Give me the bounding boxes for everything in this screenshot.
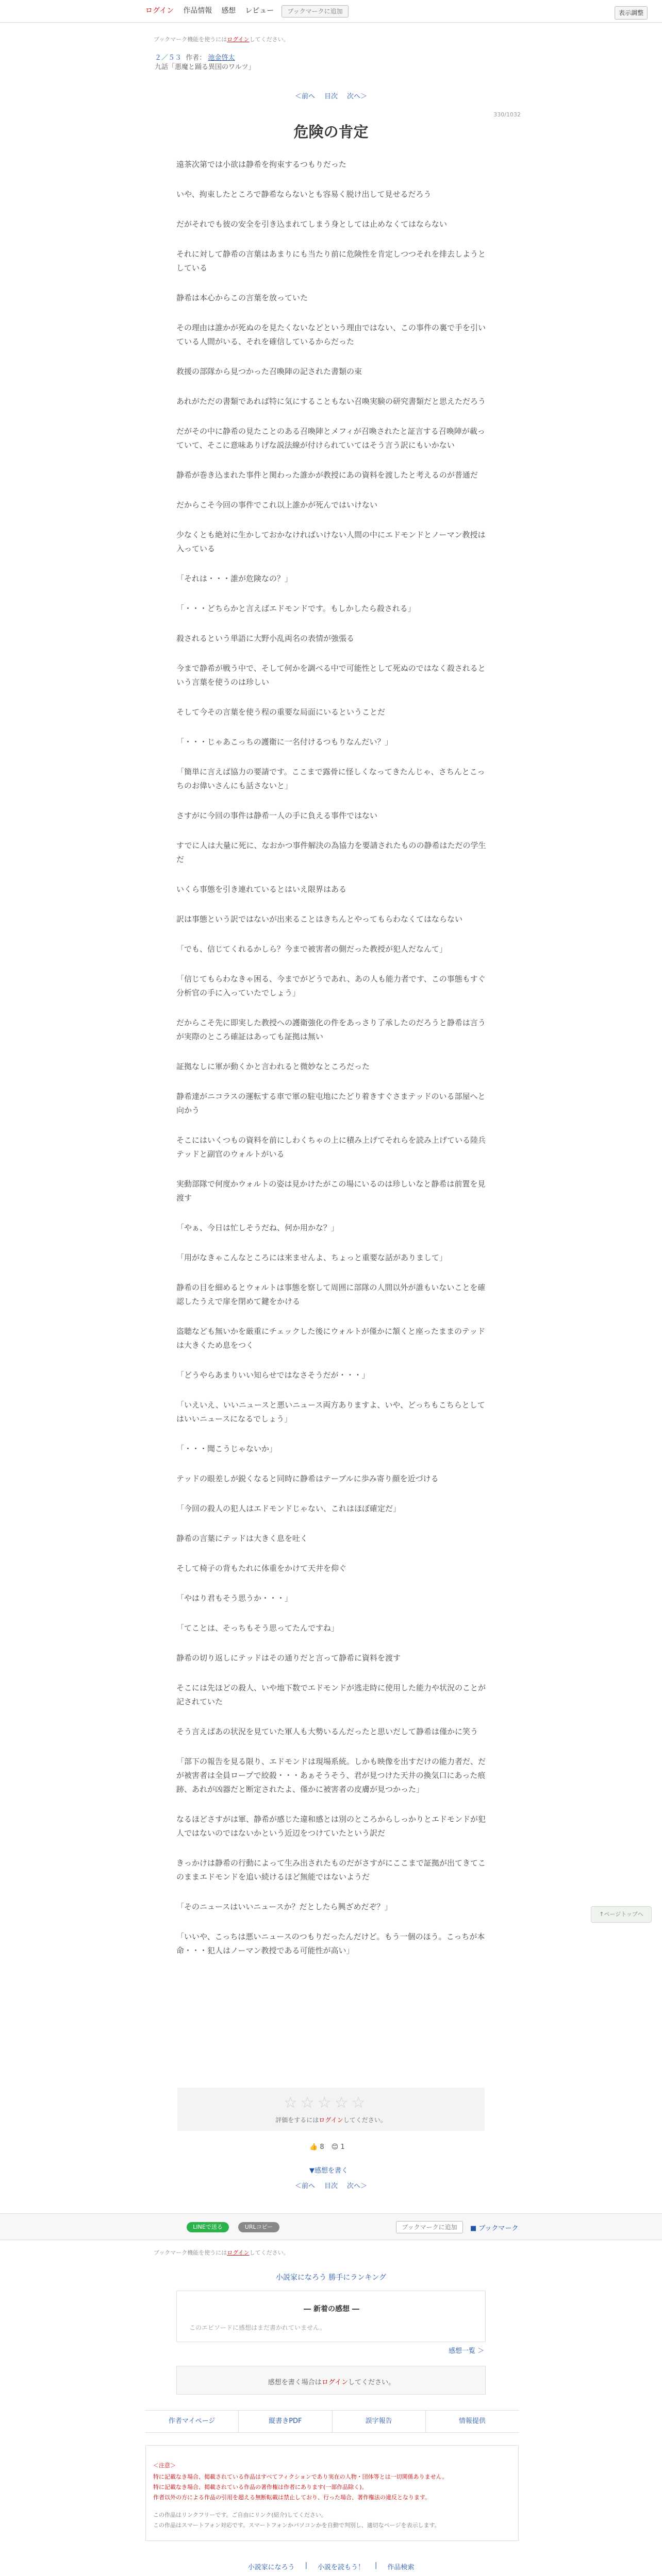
novel-paragraph: そこにはいくつもの資料を前にしわくちゃの上に積み上げてそれらを読み上げている陸兵テッドと副官のウォルトがいる	[176, 1136, 486, 1159]
prev-link[interactable]: ＜前へ	[294, 2182, 315, 2190]
bookmark-note-text: ブックマーク機能を使うには	[154, 36, 227, 43]
index-link[interactable]: 目次	[324, 2182, 338, 2190]
ranking-link[interactable]: 小説家になろう 勝手にランキング	[275, 2274, 387, 2282]
novel-paragraph: そう言えばあの状況を見ていた軍人も大勢いるんだったと思いだして静希は僅かに笑う	[176, 1727, 478, 1736]
bookmark-login-link[interactable]: ログイン	[227, 2249, 250, 2256]
novel-paragraph: 「どうやらあまりいい知らせではなさそうだが・・・」	[176, 1370, 370, 1380]
separator: |	[375, 2562, 377, 2569]
latest-impressions-empty: このエピソードに感想はまだ書かれていません。	[189, 2324, 326, 2331]
novel-paragraph: 「でも、信じてくれるかしら？今まで被害者の側だった教授が犯人だなんて」	[176, 944, 448, 954]
novel-paragraph: 「いえいえ、いいニュースと悪いニュース両方ありますよ、いや、どっちもこちらとしてはいいニュースになるでしょう」	[176, 1400, 485, 1423]
bookmark-note-bottom	[154, 2248, 289, 2257]
caution-line: 特に記載なき場合、掲載されている作品の著作権は作者にあります(一部作品除く)。	[153, 2484, 368, 2490]
novel-paragraph: 「それは・・・誰が危険なの？」	[176, 574, 293, 583]
novel-paragraph: 静希は本心からこの言葉を放っていた	[176, 293, 308, 302]
bottom-links	[0, 2562, 662, 2571]
write-impression-link[interactable]: ▼感想を書く	[309, 2167, 348, 2175]
bookmark-link[interactable]	[470, 2223, 519, 2232]
novel-paragraph: だがそれでも彼の安全を引き込まれてしまう身としては止めなくてはならない	[176, 219, 448, 229]
novel-paragraph: 静希が巻き込まれた事件と関わった誰かが教授にあの資料を渡したと考えるのが普通だ	[176, 470, 478, 480]
novel-paragraph: 救援の部隊から見つかった召喚陣の記された書類の束	[176, 367, 362, 376]
novel-paragraph: 「そのニュースはいいニュースか？だとしたら興ざめだぞ？」	[176, 1902, 392, 1911]
rating-note-text: 評価をするには	[275, 2116, 319, 2124]
url-copy-button[interactable]: URLコピー	[238, 2222, 279, 2232]
novel-paragraph: だがその中に静希の見たことのある召喚陣とメフィが召喚されたと証言する召喚陣が載っていて、そこに意味ありげな説法線が付けられていてはそう言う訳にもいかない	[176, 427, 485, 450]
reaction-count: 8	[320, 2143, 324, 2151]
next-link[interactable]: 次へ＞	[347, 93, 368, 100]
novel-paragraph: 「やはり君もそう思うか・・・」	[176, 1594, 293, 1603]
novel-paragraph: 「信じてもらわなきゃ困る、今までがどうであれ、あの人も能力者です、この事態もすぐ分析官の手に入っていたでしょう」	[176, 974, 486, 997]
write-impression-box	[176, 2366, 486, 2395]
rating-note-tail: してください。	[343, 2116, 387, 2124]
bookmark-note-text: ブックマーク機能を使うには	[154, 2249, 227, 2256]
novel-body	[176, 158, 489, 1974]
novel-paragraph: 実動部隊で何度かウォルトの姿は見かけたがこの場にいるのは珍しいなと静希は前置を見渡す	[176, 1179, 486, 1202]
novel-paragraph: 静希の切り返しにテッドはその通りだと言って静希に資料を渡す	[176, 1653, 401, 1663]
latest-impressions-title: ― 新着の感想 ―	[304, 2305, 359, 2313]
star-icon[interactable]: ☆	[351, 2094, 366, 2112]
write-prompt-text: 感想を書く場合は	[268, 2379, 322, 2386]
link-free-note: この作品はリンクフリーです。ご自由にリンク(紹介)してください。	[153, 2512, 327, 2518]
thumbs-up-icon: 👍	[309, 2143, 318, 2151]
top-bar	[0, 0, 662, 23]
display-settings-button[interactable]: 表示調整	[615, 6, 648, 20]
novel-paragraph: 「いいや、こっちは悪いニュースのつもりだったんだけど。もう一個のほう。こっちが本命・・・犯人はノーマン教授である可能性が高い」	[176, 1932, 485, 1955]
caution-head: ＜注意＞	[153, 2462, 176, 2469]
novel-paragraph: 「簡単に言えば協力の要請です。ここまで露骨に怪しくなってきたんじゃ、さちんとこっちのお偉いさんにも話さないと」	[176, 767, 485, 790]
bookmark-label: ブックマーク	[478, 2225, 519, 2232]
rating-note	[177, 2115, 485, 2124]
novel-paragraph: その理由は誰かが死ぬのを見たくないなどという理由ではない、この事件の裏で手を引いている人間がいる、それを確信しているからだった	[176, 323, 486, 346]
pager-bottom	[0, 2180, 662, 2190]
rating-login-link[interactable]: ログイン	[319, 2116, 343, 2124]
share-band	[0, 2213, 662, 2240]
novel-paragraph: 「用がなきゃこんなところには来ませんよ、ちょっと重要な話がありまして」	[176, 1253, 448, 1262]
novel-paragraph: 少なくとも絶対に生かしておかなければいけない人間の中にエドモンドとノーマン教授は入っている	[176, 530, 486, 553]
bookmark-note-tail: してください。	[249, 2249, 289, 2256]
star-icon[interactable]: ☆	[317, 2094, 332, 2112]
reaction-smile[interactable]	[332, 2143, 345, 2151]
caution-line: 特に記載なき場合、掲載されている作品はすべてフィクションであり実在の人物・団体等とは一切関係ありません。	[153, 2473, 448, 2480]
novel-paragraph: 「・・・どちらかと言えばエドモンドです。もしかしたら殺される」	[176, 604, 416, 613]
novel-paragraph: 「・・・聞こうじゃないか」	[176, 1444, 277, 1453]
narou-link[interactable]: 小説家になろう	[247, 2564, 295, 2571]
novel-paragraph: 静希の目を細めるとウォルトは事態を察して周囲に部隊の人間以外が誰もいないことを確認したうえで扉を閉めて鍵をかける	[176, 1283, 486, 1306]
novel-paragraph: そして椅子の背もたれに体重をかけて天井を仰ぐ	[176, 1564, 347, 1573]
line-share-button[interactable]: LINEで送る	[187, 2222, 229, 2232]
novel-paragraph: すでに人は大量に死に、なおかつ事件解決の為協力を要請されたものの静希はただの学生だ	[176, 841, 486, 864]
info-provide-link[interactable]: 情報提供	[458, 2417, 486, 2425]
novel-paragraph: 盗聴なども無いかを厳重にチェックした後にウォルトが僅かに頷くと座ったままのテッドは大きくため息をつく	[176, 1327, 485, 1350]
author-link[interactable]: 池金啓太	[208, 54, 235, 62]
rating-stars	[284, 2094, 366, 2112]
bookmark-note-tail: してください。	[249, 36, 289, 43]
write-prompt-tail: してください。	[348, 2379, 395, 2386]
novel-paragraph: それに対して静希の言葉はあまりにも当たり前に危険性を肯定しつつそれを排去しようとしている	[176, 249, 486, 273]
novel-paragraph: いや、拘束したところで静希ならないとも容易く脱け出して見せるだろう	[176, 190, 432, 199]
novel-paragraph: 「今回の殺人の犯人はエドモンドじゃない、これはほぼ確定だ」	[176, 1504, 401, 1513]
footer-nav	[145, 2410, 519, 2433]
novel-paragraph: いくら事態を引き連れているとはいえ限界はある	[176, 885, 347, 894]
novel-paragraph: 静希達がニコラスの運転する車で軍の駐屯地にたどり着きすぐさまテッドのいる部屋へと向かう	[176, 1092, 486, 1115]
login-link[interactable]: ログイン	[145, 7, 174, 15]
review-link[interactable]: レビュー	[245, 7, 274, 15]
caution-box	[145, 2445, 519, 2541]
bookmark-note	[154, 35, 289, 43]
bookmark-login-link[interactable]: ログイン	[227, 36, 250, 43]
episode-meta	[155, 54, 255, 72]
impressions-link[interactable]: 感想	[221, 7, 236, 15]
add-bookmark-button[interactable]: ブックマークに追加	[396, 2221, 463, 2233]
novel-paragraph: なるほどさすがは軍、静希が感じた違和感とは別のところからしっかりとエドモンドが犯人ではないのではないかという近辺をつけていたという訳だ	[176, 1815, 486, 1838]
novel-paragraph: 今まで静希が戦う中で、そして何かを調べる中で可能性として死ぬのではなく殺されるという言葉を使うのは珍しい	[176, 664, 486, 687]
reaction-count: 1	[340, 2143, 345, 2151]
top-nav	[145, 5, 274, 15]
star-icon[interactable]: ☆	[284, 2094, 297, 2112]
bookmark-icon: ■	[470, 2225, 479, 2232]
novel-paragraph: そして今その言葉を使う程の重要な局面にいるということだ	[176, 707, 386, 717]
novel-paragraph: だからこそ今回の事件でこれ以上誰かが死んではいけない	[176, 500, 378, 510]
star-icon[interactable]: ☆	[300, 2094, 315, 2112]
write-login-link[interactable]: ログイン	[321, 2379, 349, 2386]
page-top-button[interactable]: ↑ページトップへ	[591, 1906, 652, 1923]
novel-paragraph: だからこそ先に即実した教授への護衛強化の件をあっさり了承したのだろうと静希は言うが実際のところ確証はあっても証拠は無い	[176, 1018, 486, 1041]
rating-box	[177, 2088, 485, 2131]
prev-link[interactable]: ＜前へ	[294, 93, 315, 100]
reaction-good[interactable]	[309, 2143, 324, 2151]
novel-paragraph: あれがただの書類であれば特に気にすることもない召喚実験の研究書類だと思えただろう	[176, 397, 486, 406]
chapter-title: 九話「悪魔と踊る異国のワルツ」	[155, 63, 255, 71]
novel-paragraph: 「・・・じゃあこっちの護衛に一名付けるつもりなんだい？」	[176, 737, 393, 747]
work-info-link[interactable]: 作品情報	[183, 7, 212, 15]
write-impression-note	[177, 2377, 486, 2386]
star-icon[interactable]: ☆	[334, 2094, 349, 2112]
next-link[interactable]: 次へ＞	[347, 2182, 368, 2190]
episode-title: 危険の肯定	[293, 123, 369, 141]
novel-paragraph: 遠茶次第では小欲は静希を拘束するつもりだった	[176, 160, 346, 169]
episode-counter: 330/1032	[493, 111, 521, 118]
reactions	[309, 2143, 345, 2151]
add-bookmark-button[interactable]: ブックマークに追加	[282, 5, 349, 18]
episode-position: ２／５３	[155, 54, 182, 62]
separator: |	[305, 2562, 307, 2569]
novel-paragraph: 訳は事態という訳ではないが出来ることはきちんとやってもらわなくてはならない	[176, 914, 463, 924]
novel-paragraph: 証拠なしに軍が動くかと言われると微妙なところだった	[176, 1062, 370, 1071]
search-link[interactable]: 作品検索	[387, 2564, 415, 2571]
novel-paragraph: そこには先ほどの殺人、いや地下数でエドモンドが逃走時に使用した能力や状況のことが記されていた	[176, 1683, 486, 1706]
novel-paragraph: 殺されるという単語に大野小乱両名の表情が強張る	[176, 634, 355, 643]
smartphone-note: この作品はスマートフォン対応です。スマートフォンかパソコンかを自動で判別し、適切なページを表示します。	[153, 2522, 440, 2529]
novel-paragraph: さすがに今回の事件は静希一人の手に負える事件ではない	[176, 811, 378, 820]
author-label: 作者：	[186, 54, 206, 62]
novel-paragraph: テッドの眼差しが鋭くなると同時に静希はテーブルに歩み寄り顔を近づける	[176, 1474, 439, 1483]
yomou-link[interactable]: 小説を読もう！	[317, 2564, 365, 2571]
smile-icon: 😊	[331, 2143, 339, 2151]
typo-report-link[interactable]: 誤字報告	[333, 2411, 426, 2432]
author-mypage-link[interactable]: 作者マイページ	[145, 2411, 239, 2432]
novel-paragraph: 静希の言葉にテッドは大きく息を吐く	[176, 1534, 308, 1543]
novel-paragraph: きっかけは静希の行動によって生み出されたものだがさすがにここまで証拠が出てきてこのままエドモンドを追い続けるほど無能ではないようだ	[176, 1858, 486, 1882]
vertical-pdf-link[interactable]: 縦書きPDF	[239, 2411, 332, 2432]
index-link[interactable]: 目次	[324, 93, 338, 100]
caution-line: 作者以外の方による作品の引用を超える無断転載は禁止しており、行った場合、著作権法の違反となります。	[153, 2494, 431, 2501]
novel-paragraph: 「てことは、そっちもそう思ってたんですね」	[176, 1623, 339, 1633]
impression-list-link[interactable]: 感想一覧 ＞	[449, 2347, 485, 2355]
latest-impressions-box	[176, 2291, 486, 2342]
novel-paragraph: 「やぁ、今日は忙しそうだね、何か用かな？」	[176, 1223, 339, 1232]
pager-top	[0, 91, 662, 100]
novel-paragraph: 「部下の報告を見る限り、エドモンドは現場系統。しかも映像を出すだけの能力者だ、だが被害者は全員ロープで絞殺・・・あぁそうそう、君が見つけた天井の換気口にあった痕跡、あれが凶器だと断定されたよ、僅かに被害者の皮膚が見つかった」	[176, 1757, 486, 1794]
